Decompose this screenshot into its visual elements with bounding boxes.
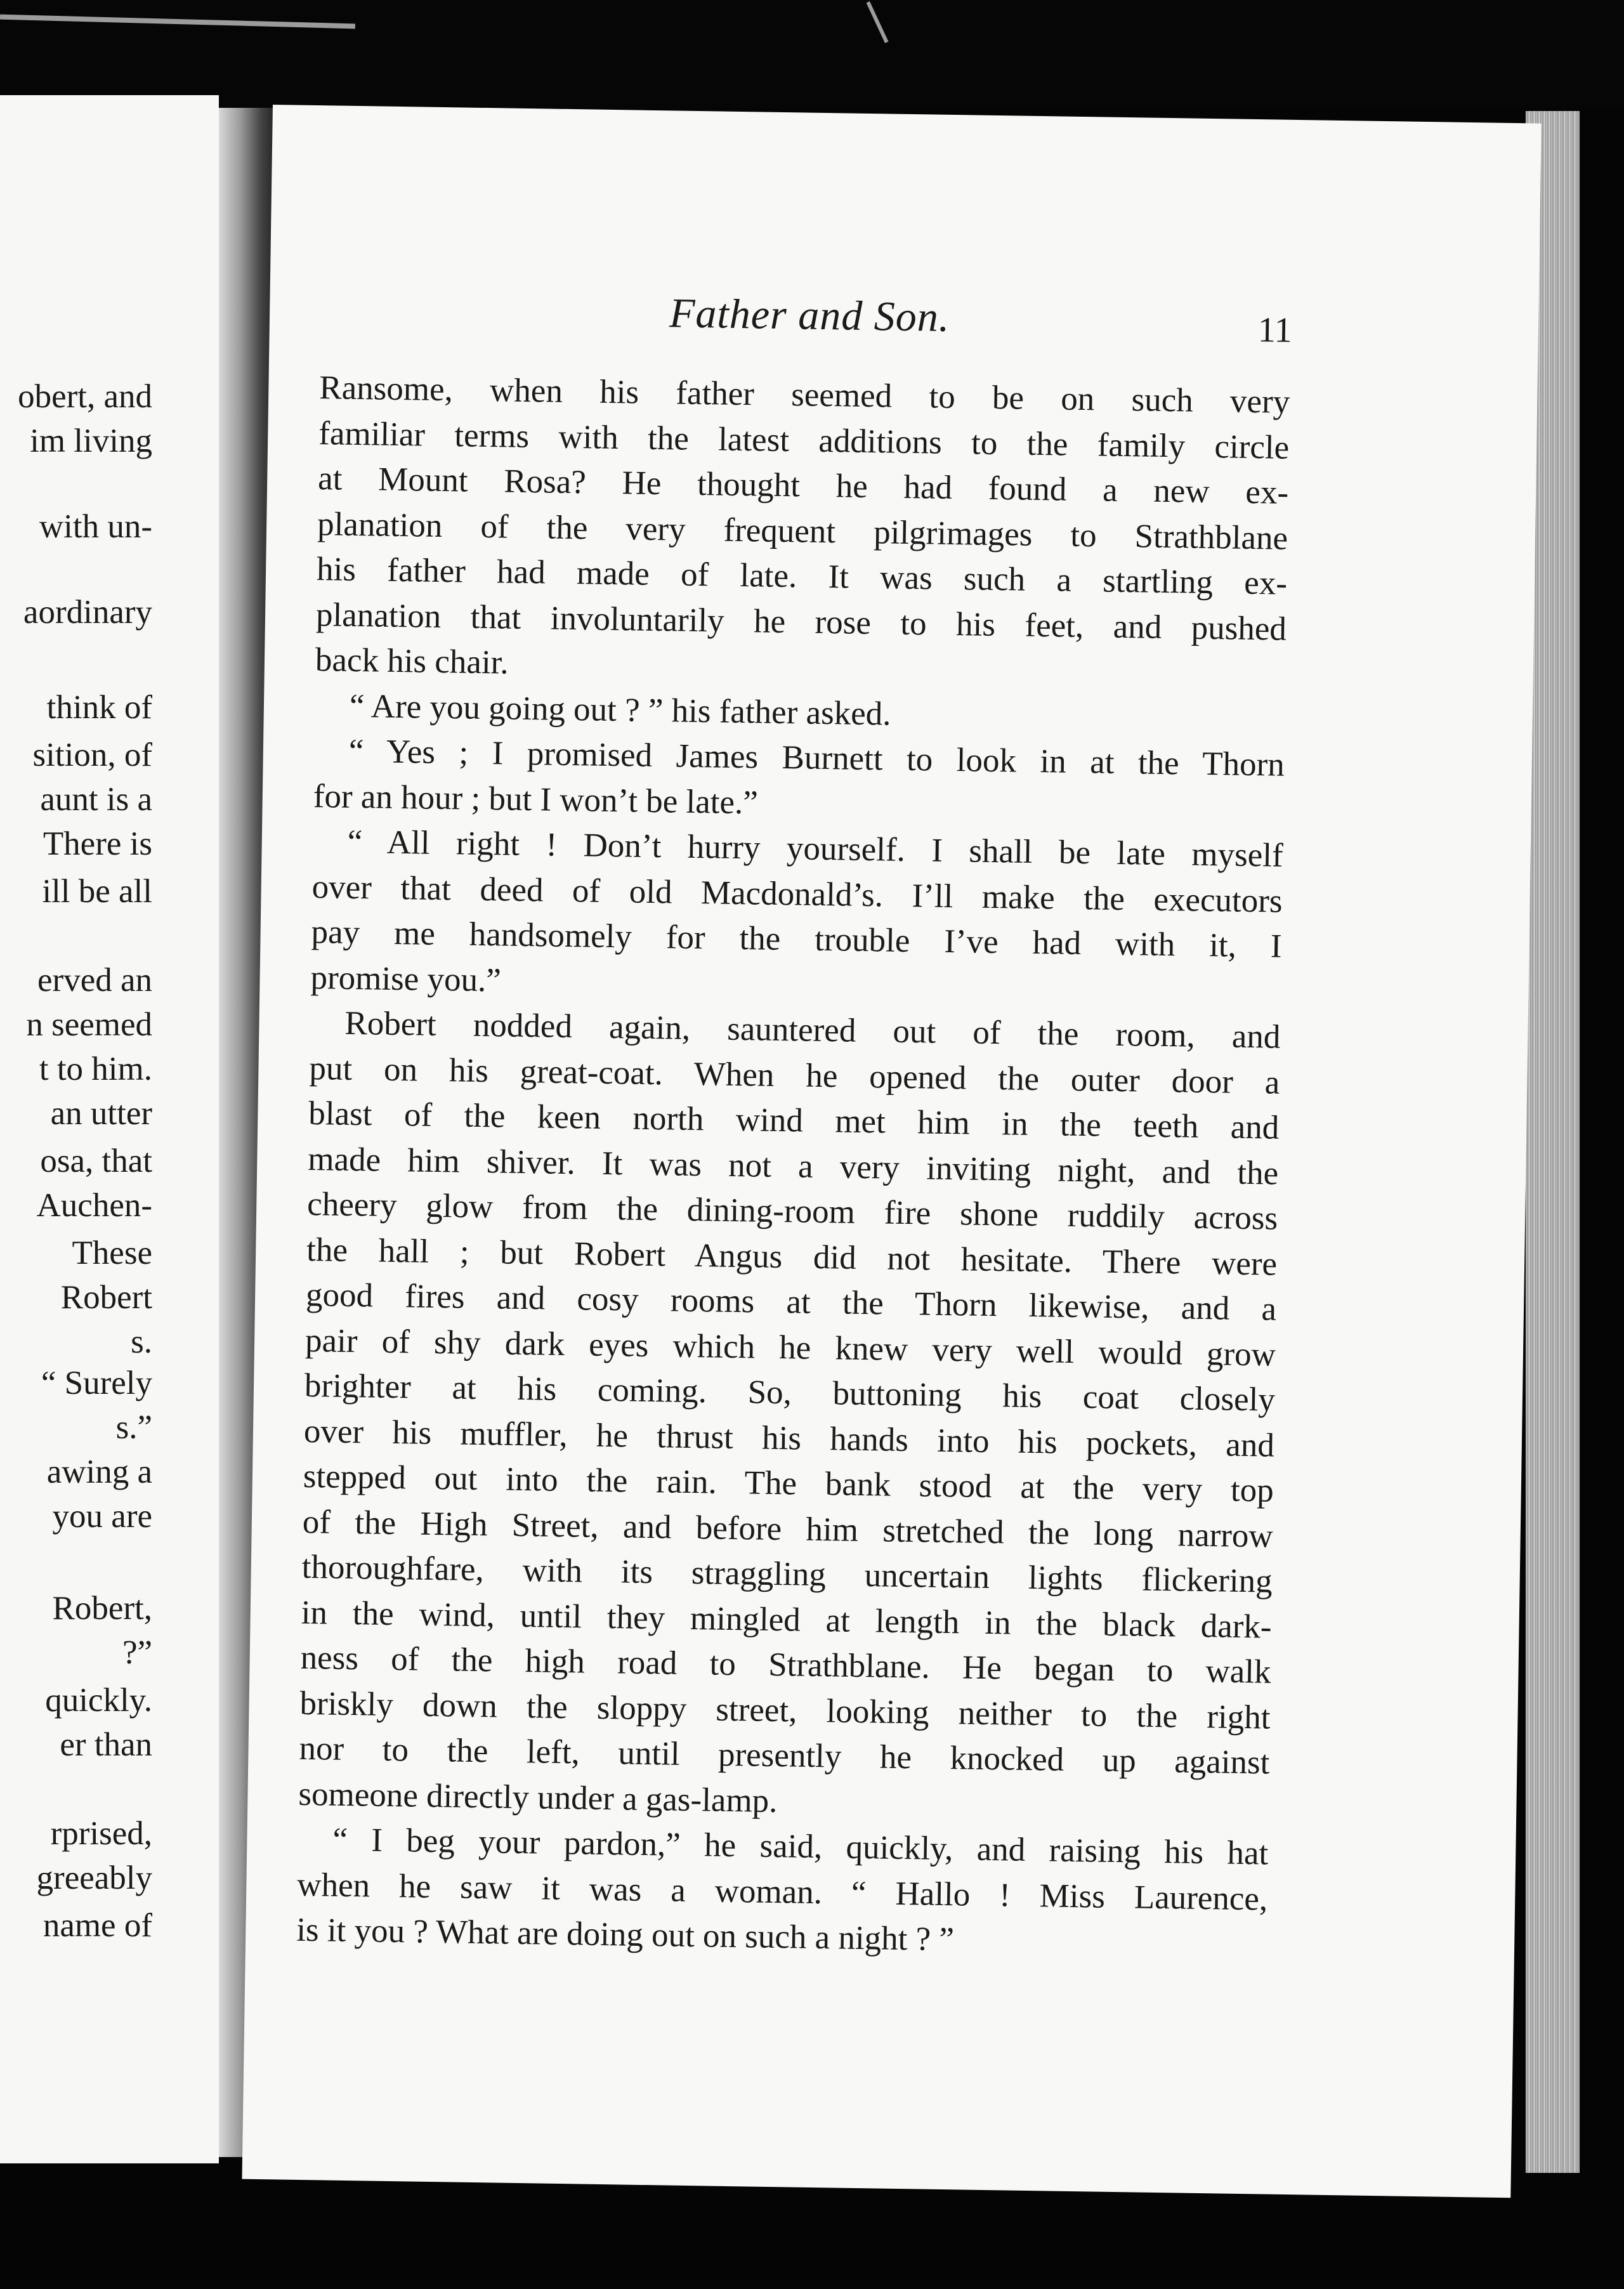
- text-line: “ Yes ; I promised James Burnett to look in at the Thorn: [348, 732, 1285, 784]
- left-page-line: Auchen-: [36, 1187, 152, 1224]
- left-page-line: quickly.: [45, 1682, 152, 1719]
- text-line: nor to the left, until presently he knocked up against: [299, 1729, 1270, 1781]
- left-page-line: an utter: [50, 1095, 152, 1132]
- text-line: made him shiver. It was not a very inviting night, and the: [307, 1140, 1279, 1192]
- left-page-line: ill be all: [42, 873, 152, 910]
- scan-background: [0, 0, 1624, 108]
- text-line: over that deed of old Macdonald’s. I’ll make the executors: [311, 868, 1283, 920]
- text-line: at Mount Rosa? He thought he had found a new ex-: [317, 460, 1289, 511]
- text-line: over his muffler, he thrust his hands into his pockets, and: [303, 1412, 1275, 1464]
- text-line: Robert nodded again, sauntered out of the room, and: [344, 1004, 1281, 1056]
- left-page-line: n seemed: [26, 1006, 152, 1043]
- text-line: of the High Street, and before him stretched the long narrow: [302, 1503, 1274, 1555]
- text-line: in the wind, until they mingled at length in the black dark-: [301, 1594, 1273, 1646]
- text-line: put on his great-coat. When he opened the outer door a: [309, 1049, 1280, 1101]
- text-line: back his chair.: [315, 641, 509, 681]
- left-page-line: erved an: [37, 962, 152, 999]
- left-page-line: Robert,: [52, 1590, 152, 1627]
- left-page-line: er than: [60, 1726, 152, 1763]
- text-line: stepped out into the rain. The bank stood at the very top: [303, 1457, 1274, 1509]
- text-line: cheery glow from the dining-room fire shone ruddily across: [306, 1185, 1278, 1237]
- left-page-line: greeably: [36, 1859, 152, 1896]
- text-line: thoroughfare, with its straggling uncertain lights flickering: [301, 1548, 1273, 1600]
- left-page-line: im living: [30, 423, 152, 459]
- left-page-line: s.: [131, 1323, 152, 1360]
- text-line: the hall ; but Robert Angus did not hesitate. There were: [306, 1231, 1278, 1283]
- text-line: when he saw it was a woman. “ Hallo ! Miss Laurence,: [296, 1866, 1268, 1918]
- right-page: [242, 105, 1541, 2198]
- left-page-line: There is: [43, 825, 152, 862]
- text-line: good fires and cosy rooms at the Thorn likewise, and a: [305, 1276, 1277, 1328]
- left-page-line: These: [72, 1235, 152, 1271]
- left-page: [0, 95, 219, 2163]
- text-line: planation of the very frequent pilgrimages to Strathblane: [317, 505, 1288, 557]
- left-page-line: name of: [43, 1907, 152, 1944]
- page-number: 11: [1257, 310, 1293, 350]
- left-page-line: with un-: [39, 508, 152, 545]
- text-line: Ransome, when his father seemed to be on such very: [318, 369, 1290, 421]
- left-page-line: obert, and: [18, 378, 152, 415]
- text-line: his father had made of late. It was such a startling ex-: [316, 551, 1288, 602]
- text-line: “ Are you going out ? ” his father asked.: [349, 687, 891, 733]
- left-page-line: s.”: [115, 1409, 152, 1446]
- left-page-line: Robert: [60, 1279, 152, 1316]
- running-head: Father and Son.: [669, 290, 950, 341]
- left-page-line: awing a: [46, 1453, 152, 1490]
- text-line: promise you.”: [310, 959, 502, 999]
- text-line: is it you ? What are doing out on such a night ? ”: [296, 1911, 955, 1958]
- text-line: pay me handsomely for the trouble I’ve had with it, I: [311, 914, 1282, 965]
- text-line: “ All right ! Don’t hurry yourself. I shall be late myself: [347, 823, 1284, 874]
- left-page-line: osa, that: [40, 1143, 152, 1179]
- text-line: for an hour ; but I won’t be late.”: [313, 777, 759, 821]
- left-page-line: sition, of: [32, 737, 152, 773]
- text-line: brighter at his coming. So, buttoning his coat closely: [304, 1367, 1276, 1419]
- left-page-line: t to him.: [39, 1051, 152, 1087]
- left-page-line: rprised,: [50, 1815, 152, 1852]
- text-line: ness of the high road to Strathblane. He began to walk: [300, 1639, 1271, 1691]
- text-line: planation that involuntarily he rose to his feet, and pushed: [315, 596, 1287, 648]
- text-line: blast of the keen north wind met him in the teeth and: [308, 1095, 1280, 1146]
- left-page-line: aordinary: [23, 594, 152, 631]
- text-line: someone directly under a gas-lamp.: [298, 1775, 778, 1820]
- text-line: briskly down the sloppy street, looking neither to the right: [299, 1684, 1271, 1736]
- text-line: pair of shy dark eyes which he knew very well would grow: [304, 1322, 1276, 1374]
- body-text: [296, 365, 1290, 1967]
- left-page-line: ?”: [122, 1634, 152, 1671]
- left-page-line: you are: [52, 1498, 152, 1535]
- left-page-line: “ Surely: [41, 1365, 152, 1401]
- left-page-line: aunt is a: [40, 781, 152, 818]
- text-line: “ I beg your pardon,” he said, quickly, and raising his hat: [332, 1821, 1269, 1872]
- left-page-line: think of: [46, 689, 152, 726]
- text-line: familiar terms with the latest additions to the family circle: [318, 414, 1290, 466]
